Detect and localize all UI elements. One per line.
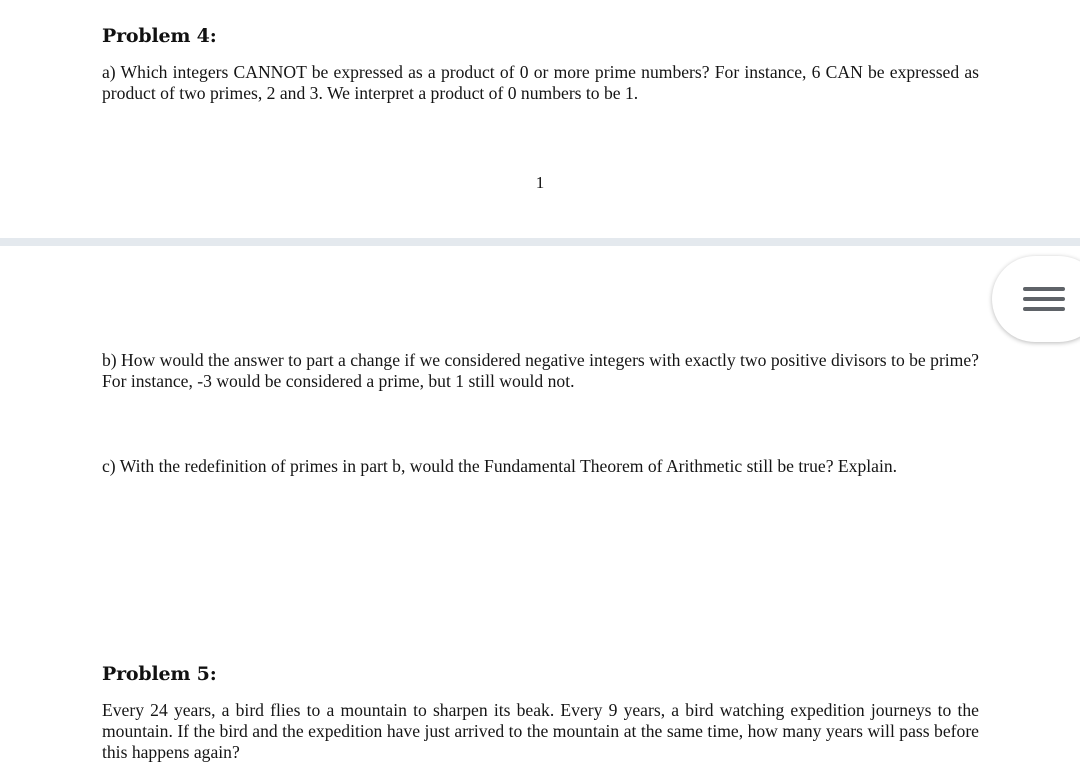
hamburger-menu-icon [1022,286,1066,312]
problem-4-heading: Problem 4: [102,25,217,47]
problem-4-part-c: c) With the redefinition of primes in part b, would the Fundamental Theorem of Arithmetic still be true? Explain. [102,456,898,476]
problem-4-part-a: a) Which integers CANNOT be expressed as a product of 0 or more prime numbers? For instance, 6 CAN be expressed as product of two primes, 2 and 3. We interpret a product of 0 numbers to be 1. [102,62,979,103]
problem-5-heading: Problem 5: [102,663,217,685]
problem-4-part-b: b) How would the answer to part a change if we considered negative integers with exactly two positive divisors to be prime? For instance, -3 would be considered a prime, but 1 still would not. [102,350,979,391]
side-menu-button[interactable] [992,256,1080,342]
problem-5-body: Every 24 years, a bird flies to a mountain to sharpen its beak. Every 9 years, a bird watching expedition journeys to the mountain. If the bird and the expedition have just arrived to the mountain at the same time, how many years will pass before this happens again? [102,700,979,762]
page-number: 1 [535,173,545,192]
document-page-2 [0,246,1080,773]
document-page-1 [0,0,1080,238]
page-separator [0,238,1080,246]
